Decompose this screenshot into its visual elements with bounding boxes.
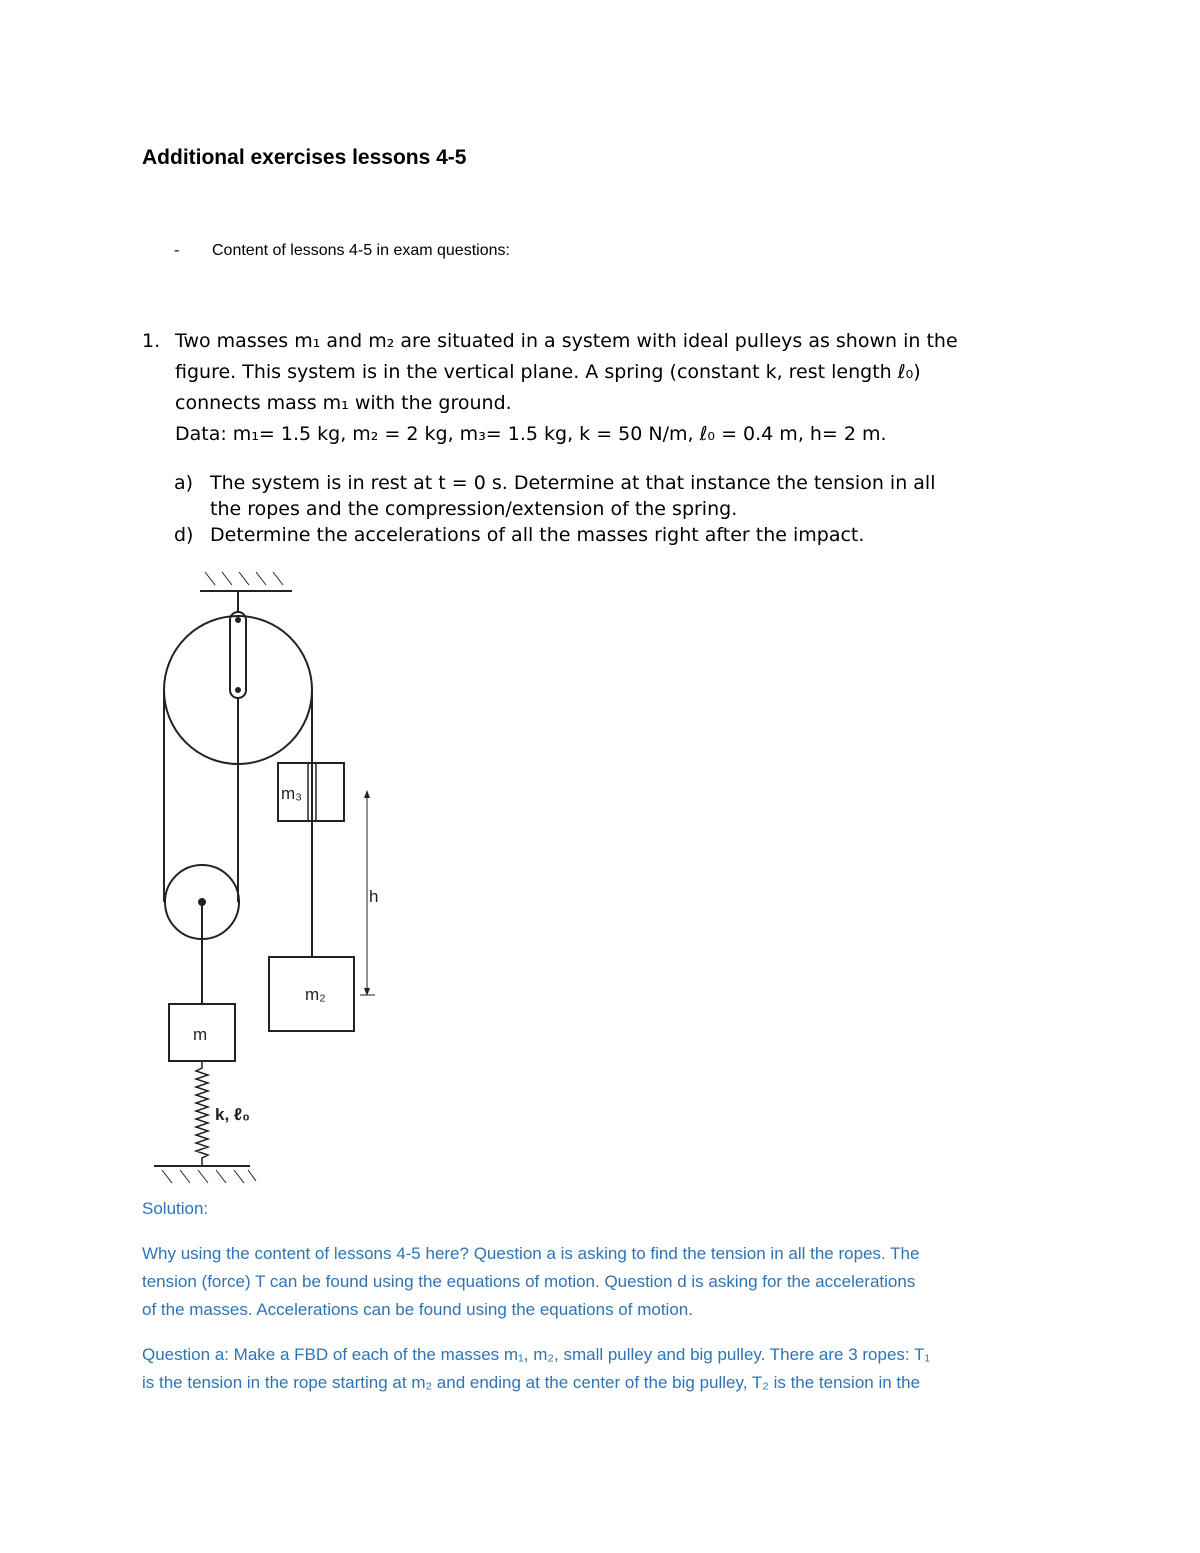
dimension-arrow-top — [364, 790, 370, 798]
ground-hatch — [162, 1170, 256, 1183]
part-text: the ropes and the compression/extension of the spring. — [210, 498, 738, 520]
small-pulley-axle — [199, 899, 205, 905]
ceiling-hatch — [205, 572, 283, 585]
bracket-pin-top — [236, 618, 240, 622]
bullet-text: Content of lessons 4-5 in exam questions: — [212, 242, 510, 259]
part-text: Determine the accelerations of all the masses right after the impact. — [210, 524, 865, 546]
label-spring: k, ℓ₀ — [215, 1105, 250, 1124]
bracket-pin-center — [236, 688, 240, 692]
part-text: The system is in rest at t = 0 s. Determine at that instance the tension in all — [210, 472, 936, 494]
label-m3: m₃ — [281, 784, 303, 803]
spring — [196, 1061, 208, 1166]
solution-line: is the tension in the rope starting at m₂ and ending at the center of the big pulley, T₂ is the tension in the — [142, 1373, 921, 1392]
solution-line: of the masses. Accelerations can be found using the equations of motion. — [142, 1300, 693, 1319]
bullet-dash: - — [174, 242, 180, 259]
question-data-line: Data: m₁= 1.5 kg, m₂ = 2 kg, m₃= 1.5 kg, k = 50 N/m, ℓ₀ = 0.4 m, h= 2 m. — [175, 423, 887, 445]
document-title: Additional exercises lessons 4-5 — [142, 146, 467, 169]
label-m2: m₂ — [305, 985, 326, 1004]
part-label: d) — [174, 524, 194, 546]
solution-heading: Solution: — [142, 1199, 209, 1218]
solution-line: Question a: Make a FBD of each of the masses m₁, m₂, small pulley and big pulley. There are 3 ropes: T₁ — [142, 1345, 931, 1364]
question-line: figure. This system is in the vertical plane. A spring (constant k, rest length ℓ₀) — [175, 361, 921, 383]
question-line: Two masses m₁ and m₂ are situated in a system with ideal pulleys as shown in the — [175, 330, 958, 352]
question-line: connects mass m₁ with the ground. — [175, 392, 512, 414]
part-label: a) — [174, 472, 194, 494]
solution-line: Why using the content of lessons 4-5 here? Question a is asking to find the tension in all the ropes. The — [142, 1244, 920, 1263]
label-h: h — [369, 887, 379, 906]
question-number: 1. — [142, 330, 161, 352]
pulley-bracket — [230, 612, 246, 698]
solution-line: tension (force) T can be found using the equations of motion. Question d is asking for the accelerations — [142, 1272, 916, 1291]
label-m: m — [193, 1025, 208, 1044]
